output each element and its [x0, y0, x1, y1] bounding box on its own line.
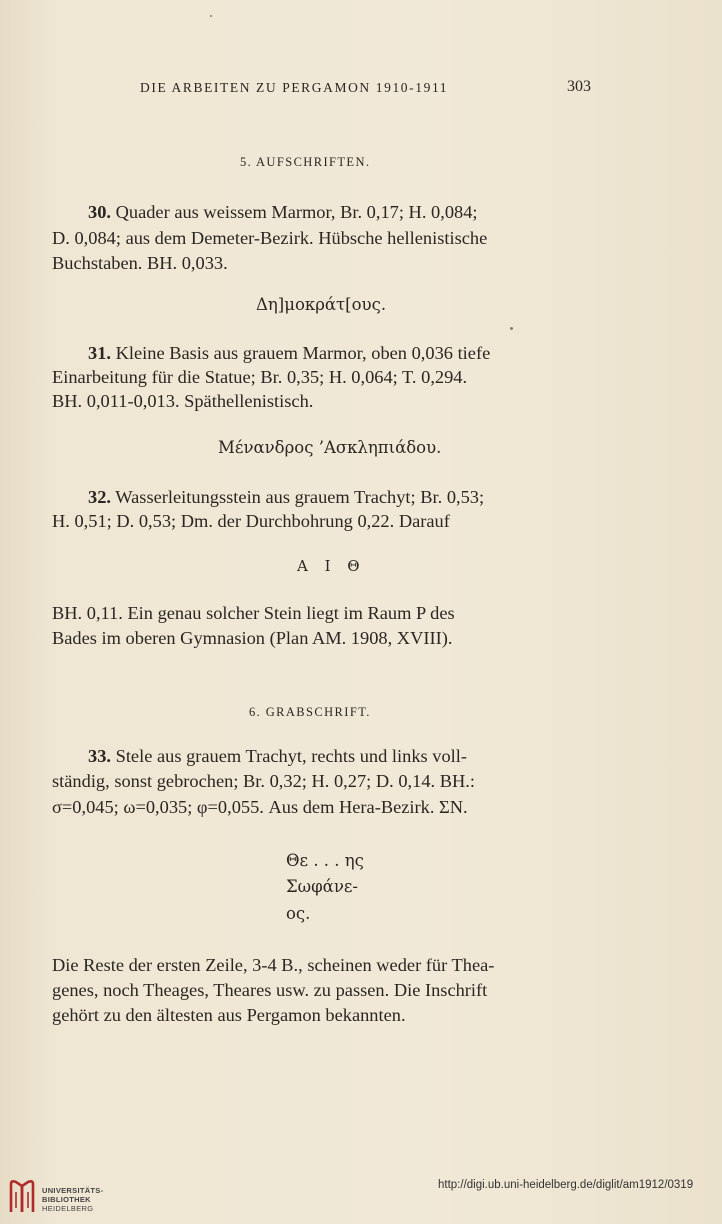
scan-speck: [510, 327, 513, 330]
entry-31-line-1: 31. Kleine Basis aus grauem Marmor, oben 0,036 tiefe: [88, 343, 491, 363]
library-name-line-2: BIBLIOTHEK: [42, 1195, 91, 1204]
entry-30-line-3: Buchstaben. BH. 0,033.: [52, 253, 228, 273]
entry-33-line-2: ständig, sonst gebrochen; Br. 0,32; H. 0,27; D. 0,14. BH.:: [52, 771, 475, 791]
scan-speck: [210, 15, 212, 17]
section-heading-grabschrift: 6. GRABSCHRIFT.: [249, 705, 371, 719]
entry-33-line-3: σ=0,045; ω=0,035; φ=0,055. Aus dem Hera-Bezirk. ΣΝ.: [52, 797, 468, 817]
inscription-30: Δη]μοκράτ[ους.: [256, 295, 387, 314]
entry-31-line-3: BH. 0,011-0,013. Späthellenistisch.: [52, 391, 314, 411]
entry-number: 31.: [88, 343, 111, 363]
library-name-line-1: UNIVERSITÄTS-: [42, 1186, 104, 1195]
inscription-33-line-1: Θε . . . ης: [286, 851, 364, 870]
entry-number: 32.: [88, 487, 111, 507]
entry-32-line-2: H. 0,51; D. 0,53; Dm. der Durchbohrung 0,22. Darauf: [52, 511, 450, 531]
entry-31-line-2: Einarbeitung für die Statue; Br. 0,35; H. 0,064; T. 0,294.: [52, 367, 468, 387]
entry-33-after-line-2: genes, noch Theages, Theares usw. zu passen. Die Inschrift: [52, 980, 488, 1000]
section-heading-aufschriften: 5. AUFSCHRIFTEN.: [240, 155, 371, 169]
entry-32-after-line-1: BH. 0,11. Ein genau solcher Stein liegt im Raum P des: [52, 603, 455, 623]
inscription-32: Α Ι Θ: [297, 557, 366, 575]
entry-33-line-1: 33. Stele aus grauem Trachyt, rechts und links voll-: [88, 746, 468, 766]
page-number: 303: [567, 78, 591, 95]
running-title: DIE ARBEITEN ZU PERGAMON 1910-1911: [140, 80, 449, 95]
entry-30-line-2: D. 0,084; aus dem Demeter-Bezirk. Hübsche hellenistische: [52, 228, 488, 248]
source-url-link[interactable]: http://digi.ub.uni-heidelberg.de/diglit/am1912/0319: [438, 1179, 694, 1191]
entry-33-after-line-3: gehört zu den ältesten aus Pergamon bekannten.: [52, 1005, 406, 1025]
inscription-33-line-3: ος.: [286, 904, 311, 923]
inscription-33-line-2: Σωφάνε-: [286, 877, 358, 896]
entry-number: 30.: [88, 202, 111, 222]
entry-32-after-line-2: Bades im oberen Gymnasion (Plan AM. 1908, XVIII).: [52, 628, 453, 648]
entry-32-line-1: 32. Wasserleitungsstein aus grauem Trachyt; Br. 0,53;: [88, 487, 485, 507]
library-logo-icon: [8, 1178, 36, 1214]
inscription-31: Μένανδρος ’Ασκληπιάδου.: [218, 438, 442, 457]
entry-30-line-1: 30. Quader aus weissem Marmor, Br. 0,17; H. 0,084;: [88, 202, 478, 222]
library-name-line-3: HEIDELBERG: [42, 1204, 94, 1213]
entry-33-after-line-1: Die Reste der ersten Zeile, 3-4 B., scheinen weder für Thea-: [52, 955, 495, 975]
entry-number: 33.: [88, 746, 111, 766]
